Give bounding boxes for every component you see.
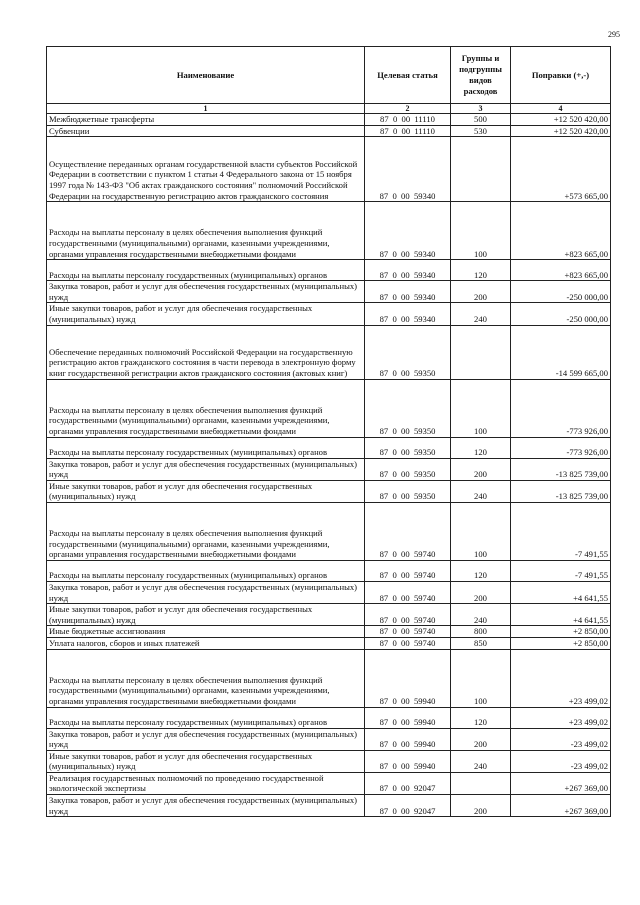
table-row (47, 303, 611, 325)
row-name: Иные закупки товаров, работ и услуг для обеспечения государственных (муниципальных) нужд (47, 303, 365, 325)
table-row (47, 772, 611, 794)
row-group: 120 (451, 437, 511, 458)
table-row (47, 458, 611, 480)
row-group: 200 (451, 795, 511, 817)
row-name: Иные закупки товаров, работ и услуг для обеспечения государственных (муниципальных) нужд (47, 604, 365, 626)
row-amount: -14 599 665,00 (511, 325, 611, 379)
table-row (47, 437, 611, 458)
row-name: Закупка товаров, работ и услуг для обеспечения государственных (муниципальных) нужд (47, 458, 365, 480)
row-amount: -773 926,00 (511, 437, 611, 458)
row-group (451, 772, 511, 794)
row-name: Расходы на выплаты персоналу в целях обеспечения выполнения функций государственными (муниципальными) органами, казенными учреждениями, органами управления государственными внебюджетными фондами (47, 502, 365, 560)
row-amount: -23 499,02 (511, 728, 611, 750)
row-group: 120 (451, 260, 511, 281)
row-amount: +2 850,00 (511, 637, 611, 649)
row-code: 87 0 00 59340 (365, 137, 451, 202)
table-row (47, 707, 611, 728)
row-name: Обеспечение переданных полномочий Российской Федерации на государственную регистрацию актов гражданского состояния в части перевода в электронную форму книг государственной регистрации актов гражданского состояния (актовых книг) (47, 325, 365, 379)
row-amount: -13 825 739,00 (511, 458, 611, 480)
row-amount: -7 491,55 (511, 502, 611, 560)
row-group: 530 (451, 125, 511, 137)
row-amount: -773 926,00 (511, 379, 611, 437)
row-group: 200 (451, 458, 511, 480)
table-row (47, 750, 611, 772)
row-group: 240 (451, 604, 511, 626)
row-group: 100 (451, 379, 511, 437)
row-code: 87 0 00 59340 (365, 281, 451, 303)
row-amount: +12 520 420,00 (511, 125, 611, 137)
table-row (47, 379, 611, 437)
row-group: 850 (451, 637, 511, 649)
page-number: 295 (608, 30, 620, 39)
row-amount: +23 499,02 (511, 707, 611, 728)
column-number: 2 (365, 104, 451, 114)
row-amount: +4 641,55 (511, 604, 611, 626)
row-code: 87 0 00 59740 (365, 581, 451, 603)
row-code: 87 0 00 59340 (365, 303, 451, 325)
table-row (47, 728, 611, 750)
row-name: Расходы на выплаты персоналу государственных (муниципальных) органов (47, 707, 365, 728)
row-name: Осуществление переданных органам государственной власти субъектов Российской Федерации в соответствии с пунктом 1 статьи 4 Федерального закона от 15 ноября 1997 года № 143-ФЗ "Об актах гражданского состояния" полномочий Российской Федерации на государственную регистрацию актов гражданского состояния (47, 137, 365, 202)
table-row (47, 649, 611, 707)
table-row (47, 502, 611, 560)
row-group (451, 137, 511, 202)
table-row (47, 260, 611, 281)
row-code: 87 0 00 11110 (365, 125, 451, 137)
row-amount: +823 665,00 (511, 202, 611, 260)
row-group: 100 (451, 502, 511, 560)
table-row (47, 604, 611, 626)
row-code: 87 0 00 59350 (365, 480, 451, 502)
table-row (47, 626, 611, 638)
row-name: Межбюджетные трансферты (47, 114, 365, 126)
row-amount: +267 369,00 (511, 772, 611, 794)
row-amount: +12 520 420,00 (511, 114, 611, 126)
row-amount: +823 665,00 (511, 260, 611, 281)
row-name: Расходы на выплаты персоналу в целях обеспечения выполнения функций государственными (муниципальными) органами, казенными учреждениями, органами управления государственными внебюджетными фондами (47, 649, 365, 707)
row-group: 240 (451, 303, 511, 325)
row-name: Реализация государственных полномочий по проведению государственной экологической экспертизы (47, 772, 365, 794)
header-name: Наименование (47, 47, 365, 104)
table-row (47, 125, 611, 137)
row-group: 500 (451, 114, 511, 126)
row-code: 87 0 00 59350 (365, 379, 451, 437)
row-code: 87 0 00 59350 (365, 437, 451, 458)
table-row (47, 325, 611, 379)
row-code: 87 0 00 59340 (365, 260, 451, 281)
row-code: 87 0 00 59740 (365, 502, 451, 560)
row-code: 87 0 00 11110 (365, 114, 451, 126)
row-amount: +23 499,02 (511, 649, 611, 707)
row-code: 87 0 00 59740 (365, 626, 451, 638)
budget-amendments-table (46, 46, 611, 817)
column-number: 4 (511, 104, 611, 114)
header-amount: Поправки (+,-) (511, 47, 611, 104)
row-name: Закупка товаров, работ и услуг для обеспечения государственных (муниципальных) нужд (47, 795, 365, 817)
table-row (47, 202, 611, 260)
row-code: 87 0 00 59740 (365, 637, 451, 649)
row-code: 87 0 00 59940 (365, 750, 451, 772)
row-amount: -250 000,00 (511, 303, 611, 325)
header-group: Группы и подгруппы видов расходов (451, 47, 511, 104)
row-code: 87 0 00 92047 (365, 795, 451, 817)
row-code: 87 0 00 59740 (365, 604, 451, 626)
row-name: Субвенции (47, 125, 365, 137)
table-row (47, 637, 611, 649)
row-group: 800 (451, 626, 511, 638)
row-group: 200 (451, 728, 511, 750)
row-group (451, 325, 511, 379)
row-group: 200 (451, 281, 511, 303)
row-group: 200 (451, 581, 511, 603)
table-row (47, 795, 611, 817)
row-name: Закупка товаров, работ и услуг для обеспечения государственных (муниципальных) нужд (47, 728, 365, 750)
row-name: Расходы на выплаты персоналу в целях обеспечения выполнения функций государственными (муниципальными) органами, казенными учреждениями, органами управления государственными внебюджетными фондами (47, 202, 365, 260)
table-row (47, 560, 611, 581)
row-code: 87 0 00 92047 (365, 772, 451, 794)
table-row (47, 137, 611, 202)
row-code: 87 0 00 59740 (365, 560, 451, 581)
table-row (47, 581, 611, 603)
row-name: Иные бюджетные ассигнования (47, 626, 365, 638)
row-amount: +2 850,00 (511, 626, 611, 638)
row-amount: -7 491,55 (511, 560, 611, 581)
row-amount: +4 641,55 (511, 581, 611, 603)
row-name: Закупка товаров, работ и услуг для обеспечения государственных (муниципальных) нужд (47, 581, 365, 603)
table-row (47, 281, 611, 303)
row-amount: +267 369,00 (511, 795, 611, 817)
row-amount: -23 499,02 (511, 750, 611, 772)
column-number-row (47, 104, 611, 114)
row-code: 87 0 00 59940 (365, 728, 451, 750)
header-code: Целевая статья (365, 47, 451, 104)
row-name: Иные закупки товаров, работ и услуг для обеспечения государственных (муниципальных) нужд (47, 750, 365, 772)
row-amount: +573 665,00 (511, 137, 611, 202)
column-number: 3 (451, 104, 511, 114)
row-code: 87 0 00 59940 (365, 649, 451, 707)
row-name: Расходы на выплаты персоналу государственных (муниципальных) органов (47, 437, 365, 458)
row-name: Уплата налогов, сборов и иных платежей (47, 637, 365, 649)
table-row (47, 114, 611, 126)
row-group: 100 (451, 649, 511, 707)
row-name: Иные закупки товаров, работ и услуг для обеспечения государственных (муниципальных) нужд (47, 480, 365, 502)
row-name: Расходы на выплаты персоналу в целях обеспечения выполнения функций государственными (муниципальными) органами, казенными учреждениями, органами управления государственными внебюджетными фондами (47, 379, 365, 437)
row-name: Расходы на выплаты персоналу государственных (муниципальных) органов (47, 560, 365, 581)
row-amount: -13 825 739,00 (511, 480, 611, 502)
row-code: 87 0 00 59350 (365, 325, 451, 379)
row-group: 240 (451, 750, 511, 772)
row-group: 120 (451, 560, 511, 581)
row-code: 87 0 00 59340 (365, 202, 451, 260)
row-group: 120 (451, 707, 511, 728)
row-code: 87 0 00 59940 (365, 707, 451, 728)
table-header-row (47, 47, 611, 104)
row-name: Закупка товаров, работ и услуг для обеспечения государственных (муниципальных) нужд (47, 281, 365, 303)
row-code: 87 0 00 59350 (365, 458, 451, 480)
row-name: Расходы на выплаты персоналу государственных (муниципальных) органов (47, 260, 365, 281)
row-amount: -250 000,00 (511, 281, 611, 303)
row-group: 240 (451, 480, 511, 502)
column-number: 1 (47, 104, 365, 114)
row-group: 100 (451, 202, 511, 260)
table-row (47, 480, 611, 502)
